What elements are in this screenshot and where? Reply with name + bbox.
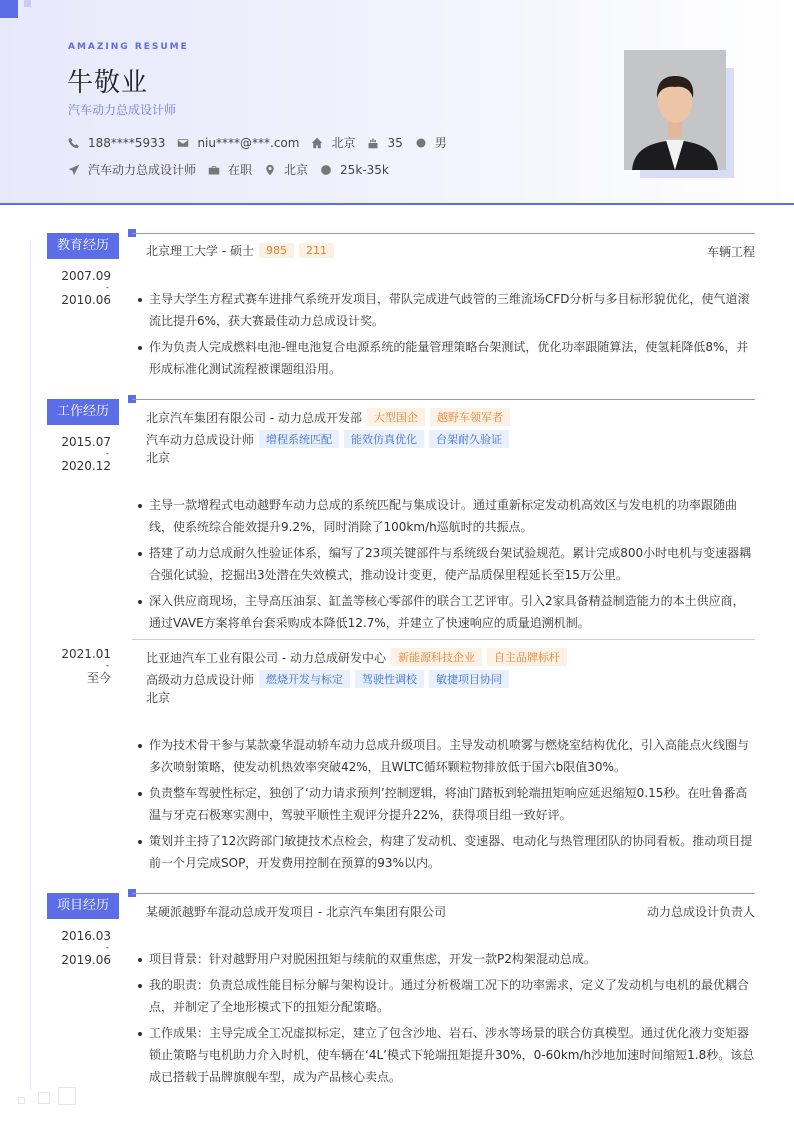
list-item: 搭建了动力总成耐久性验证体系，编写了23项关键部件与系统级台架试验规范。累计完成800小时电机与变速器耦合强化试验，挖掘出3处潜在失效模式，推动设计变更，使产品质保里程延长至15万公里。 xyxy=(136,542,756,586)
job1-position-row xyxy=(146,430,509,448)
salary-item xyxy=(320,163,389,177)
city-item xyxy=(311,134,355,151)
section-title-project: 项目经历 xyxy=(47,893,119,919)
education-school-row xyxy=(146,242,334,259)
target-city-text: 北京 xyxy=(284,163,309,177)
target-job-item xyxy=(68,161,196,178)
status-item xyxy=(208,161,252,178)
footer-decoration xyxy=(38,1092,50,1104)
section-title-work: 工作经历 xyxy=(47,399,119,425)
company-name: 北京汽车集团有限公司 - 动力总成开发部 xyxy=(146,410,362,425)
footer-decoration xyxy=(18,1097,25,1104)
skill-tag: 增程系统匹配 xyxy=(259,430,339,448)
email-text: niu****@***.com xyxy=(197,135,300,150)
education-dates: 2007.09 - 2010.06 xyxy=(11,264,111,312)
target-city-item xyxy=(264,161,308,178)
position-name: 高级动力总成设计师 xyxy=(146,672,255,687)
company-tag: 自主品牌标杆 xyxy=(487,648,567,666)
job2-bullets xyxy=(136,734,756,878)
age-text: 35 xyxy=(387,135,403,150)
location-icon xyxy=(264,164,276,176)
date-end: 2020.12 xyxy=(61,459,111,473)
corner-decoration xyxy=(0,0,18,18)
date-end: 2010.06 xyxy=(61,293,111,307)
gender-icon xyxy=(415,137,427,149)
tagline: AMAZING RESUME xyxy=(68,42,189,52)
list-item: 作为技术骨干参与某款豪华混动轿车动力总成升级项目。主导发动机喷雾与燃烧室结构优化，引入高能点火线圈与多次喷射策略，使发动机热效率突破42%，且WLTC循环颗粒物排放低于国六b限值30%。 xyxy=(136,734,756,778)
position-name: 汽车动力总成设计师 xyxy=(146,432,255,447)
send-icon xyxy=(68,164,80,176)
job1-location: 北京 xyxy=(146,451,171,465)
date-end: 至今 xyxy=(86,671,111,685)
age-icon xyxy=(367,137,379,149)
date-end: 2019.06 xyxy=(61,953,111,967)
skill-tag: 驾驶性调校 xyxy=(355,670,424,688)
list-item: 项目背景：针对越野用户对脱困扭矩与续航的双重焦虑，开发一款P2构架混动总成。 xyxy=(136,948,756,970)
job1-dates: 2015.07 - 2020.12 xyxy=(11,430,111,478)
project-bullets xyxy=(136,948,756,1092)
target-job-text: 汽车动力总成设计师 xyxy=(88,163,197,177)
school-name: 北京理工大学 - 硕士 xyxy=(146,244,254,258)
section-divider xyxy=(132,399,755,400)
skill-tag: 能效仿真优化 xyxy=(344,430,424,448)
list-item: 工作成果：主导完成全工况虚拟标定，建立了包含沙地、岩石、涉水等场景的联合仿真模型。通过优化液力变矩器锁止策略与电机助力介入时机，使车辆在‘4L’模式下轮端扭矩提升30%，0-60km/h沙地加速时间缩短1.8秒。该总成已搭载于品牌旗舰车型，成为产品核心卖点。 xyxy=(136,1022,756,1088)
job2-company-row xyxy=(146,648,567,666)
phone-item xyxy=(68,136,165,150)
date-start: 2016.03 xyxy=(61,929,111,943)
project-dates: 2016.03 - 2019.06 xyxy=(11,924,111,972)
list-item: 策划并主持了12次跨部门敏捷技术点检会，构建了发动机、变速器、电动化与热管理团队的协同看板。推动项目提前一个月完成SOP，开发费用控制在预算的93%以内。 xyxy=(136,830,756,874)
education-bullets xyxy=(136,288,756,384)
resume-header xyxy=(0,0,794,205)
candidate-name: 牛敬业 xyxy=(67,68,149,98)
list-item: 我的职责：负责总成性能目标分解与架构设计。通过分析极端工况下的功率需求，定义了发动机与电机的最优耦合点，并制定了全地形模式下的扭矩分配策略。 xyxy=(136,974,756,1018)
education-major: 车辆工程 xyxy=(706,245,755,259)
date-start: 2021.01 xyxy=(61,647,111,661)
list-item: 深入供应商现场，主导高压油泵、缸盖等核心零部件的联合工艺评审。引入2家具备精益制造能力的本土供应商，通过VAVE方案将单台套采购成本降低12.7%，并建立了快速响应的质量追溯机制。 xyxy=(136,590,756,634)
status-text: 在职 xyxy=(228,163,253,177)
job2-position-row xyxy=(146,670,509,688)
city-text: 北京 xyxy=(331,136,356,150)
company-tag: 大型国企 xyxy=(367,408,425,426)
salary-text: 25k-35k xyxy=(340,162,389,177)
candidate-title: 汽车动力总成设计师 xyxy=(68,103,177,117)
job1-bullets xyxy=(136,494,756,638)
skill-tag: 台架耐久验证 xyxy=(429,430,509,448)
intent-row xyxy=(68,161,401,178)
tag-211: 211 xyxy=(299,243,334,258)
job-divider xyxy=(132,639,755,640)
footer-decoration xyxy=(58,1087,76,1105)
email-item xyxy=(177,136,299,150)
age-item xyxy=(367,136,402,150)
project-name: 某硬派越野车混动总成开发项目 - 北京汽车集团有限公司 xyxy=(146,905,446,919)
profile-photo xyxy=(624,50,726,170)
section-title-education: 教育经历 xyxy=(47,233,119,259)
company-tag: 新能源科技企业 xyxy=(391,648,482,666)
money-icon xyxy=(320,164,332,176)
list-item: 负责整车驾驶性标定，独创了‘动力请求预判’控制逻辑，将油门踏板到轮端扭矩响应延迟缩短0.15秒。在吐鲁番高温与牙克石极寒实测中，驾驶平顺性主观评分提升22%，获得项目组一致好评。 xyxy=(136,782,756,826)
date-start: 2015.07 xyxy=(61,435,111,449)
home-icon xyxy=(311,137,323,149)
company-name: 比亚迪汽车工业有限公司 - 动力总成研发中心 xyxy=(146,650,386,665)
project-role: 动力总成设计负责人 xyxy=(646,905,755,919)
corner-decoration-small xyxy=(24,0,31,7)
phone-icon xyxy=(68,137,80,149)
section-divider xyxy=(132,893,755,894)
list-item: 作为负责人完成燃料电池-锂电池复合电源系统的能量管理策略台架测试，优化功率跟随算法，使氢耗降低8%，并形成标准化测试流程被课题组沿用。 xyxy=(136,336,756,380)
list-item: 主导一款增程式电动越野车动力总成的系统匹配与集成设计。通过重新标定发动机高效区与发电机的功率跟随曲线，使系统综合能效提升9.2%，同时消除了100km/h巡航时的共振点。 xyxy=(136,494,756,538)
gender-text: 男 xyxy=(434,136,447,150)
company-tag: 越野车领军者 xyxy=(430,408,510,426)
list-item: 主导大学生方程式赛车进排气系统开发项目，带队完成进气歧管的三维流场CFD分析与多目标形貌优化，使气道滚流比提升6%，获大赛最佳动力总成设计奖。 xyxy=(136,288,756,332)
briefcase-icon xyxy=(208,164,220,176)
avatar-illustration xyxy=(624,50,726,170)
gender-item xyxy=(415,134,447,151)
job1-company-row xyxy=(146,408,510,426)
date-start: 2007.09 xyxy=(61,269,111,283)
skill-tag: 燃烧开发与标定 xyxy=(259,670,350,688)
phone-text: 188****5933 xyxy=(88,135,166,150)
job2-location: 北京 xyxy=(146,691,171,705)
job2-dates: 2021.01 - 至今 xyxy=(11,642,111,690)
skill-tag: 敏捷项目协同 xyxy=(429,670,509,688)
section-divider xyxy=(132,233,755,234)
tag-985: 985 xyxy=(259,243,294,258)
contact-row xyxy=(68,134,459,151)
mail-icon xyxy=(177,137,189,149)
